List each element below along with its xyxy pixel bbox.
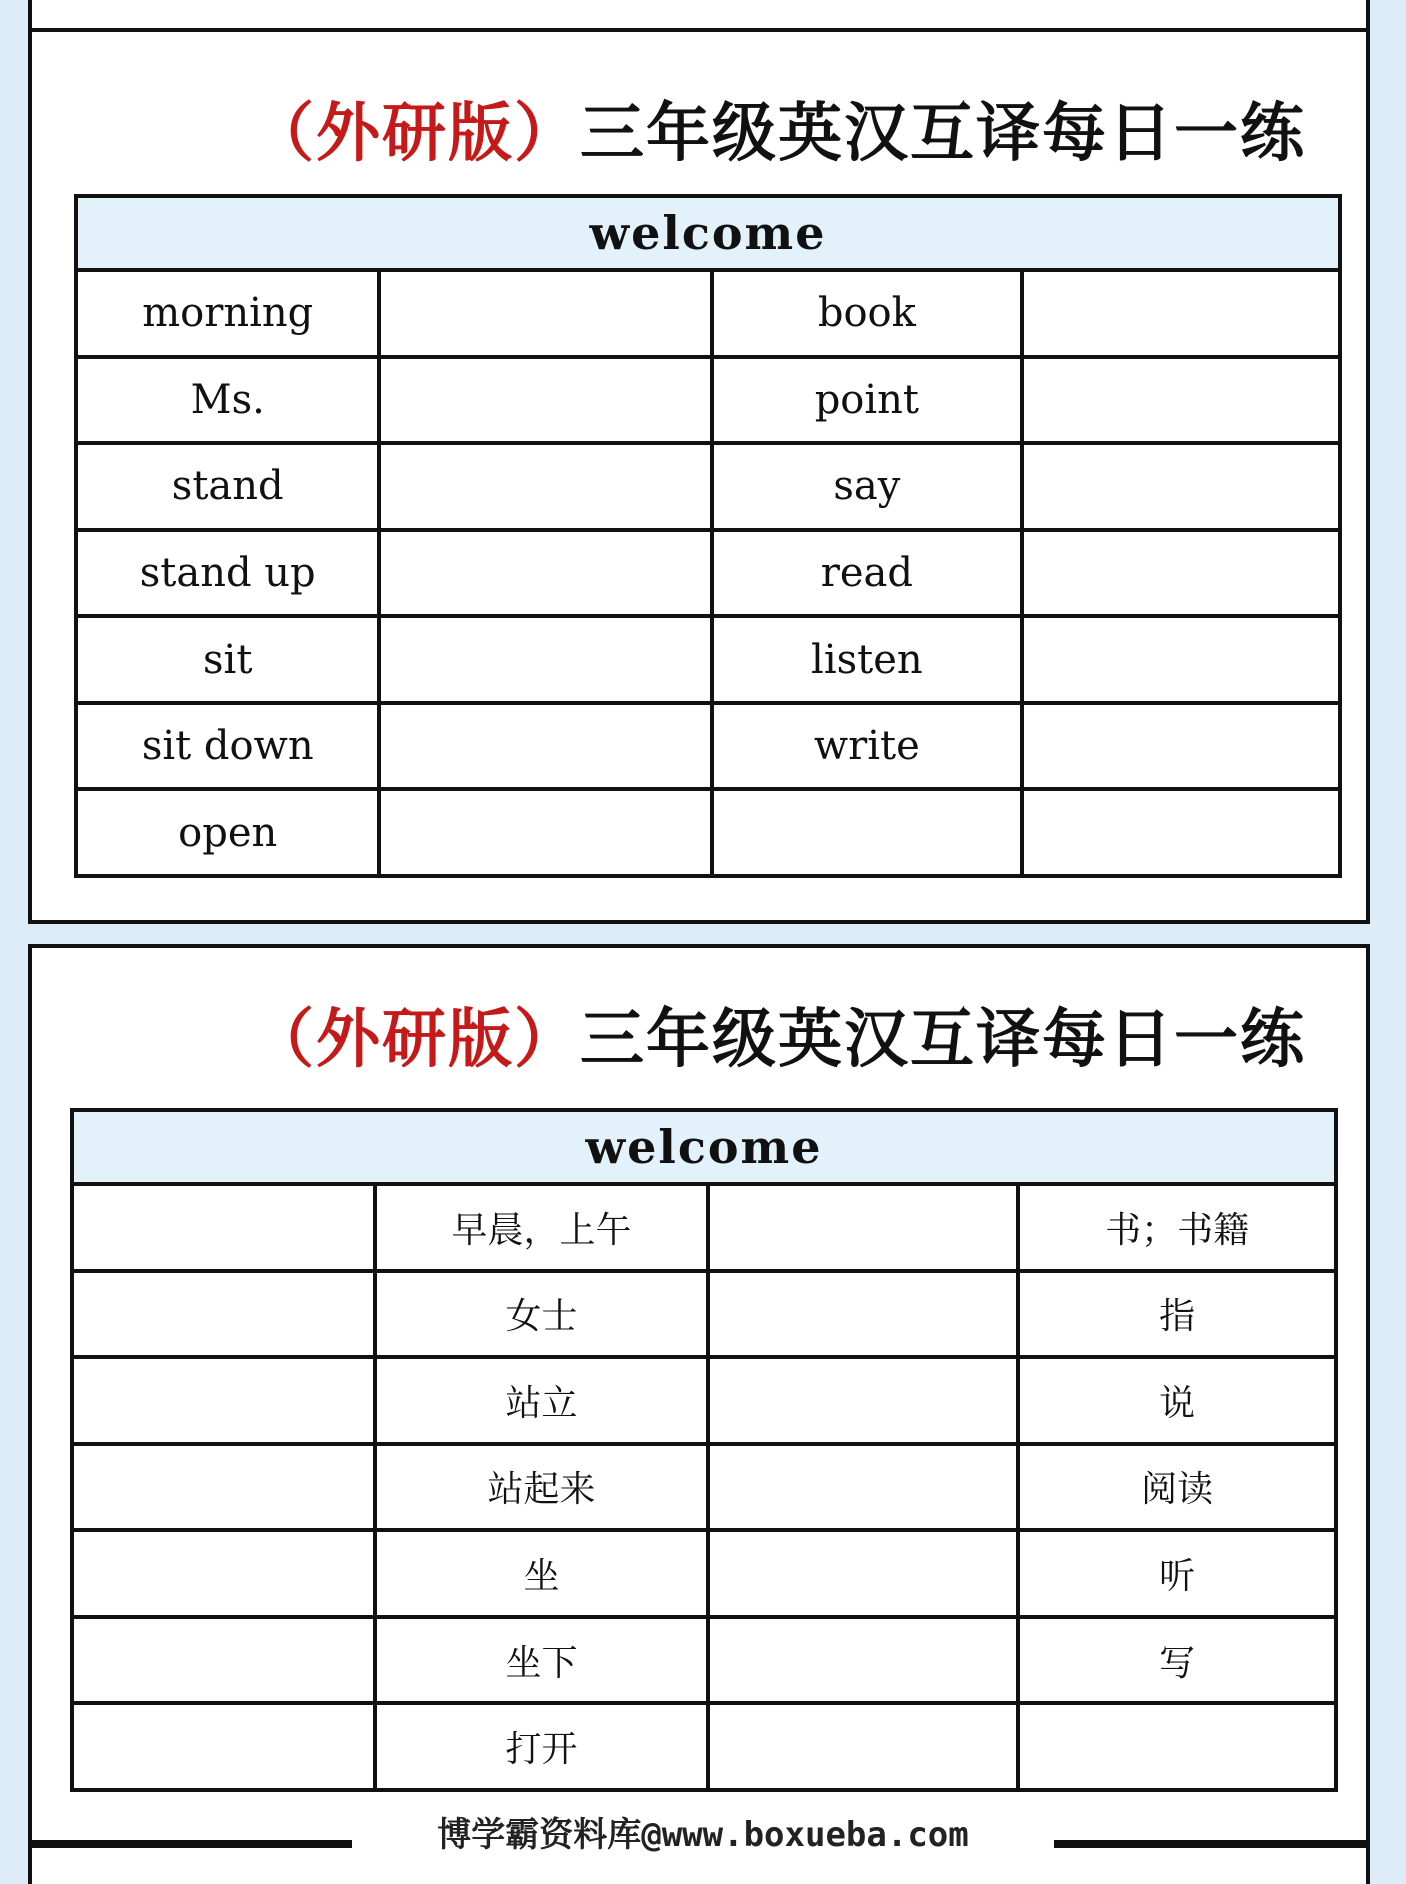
word-cell: sit down (76, 703, 379, 790)
word-cell: stand (76, 443, 379, 530)
answer-cell[interactable] (379, 703, 711, 790)
meaning-cell: 坐下 (375, 1617, 707, 1704)
page-frame-top (28, 0, 1370, 28)
meaning-cell: 站起来 (375, 1444, 707, 1531)
answer-cell[interactable] (72, 1617, 375, 1704)
answer-cell[interactable] (708, 1271, 1019, 1358)
title-edition: （外研版） (250, 97, 580, 171)
answer-cell[interactable] (708, 1530, 1019, 1617)
table-row (76, 443, 1340, 530)
table-row (72, 1703, 1336, 1790)
unit-header: welcome (72, 1110, 1336, 1184)
meaning-cell: 写 (1018, 1617, 1336, 1704)
word-cell: sit (76, 616, 379, 703)
answer-cell[interactable] (72, 1357, 375, 1444)
answer-cell[interactable] (708, 1357, 1019, 1444)
answer-cell[interactable] (379, 789, 711, 876)
meaning-cell: 阅读 (1018, 1444, 1336, 1531)
word-cell: book (712, 270, 1023, 357)
answer-cell[interactable] (1022, 616, 1340, 703)
word-cell: listen (712, 616, 1023, 703)
answer-cell[interactable] (72, 1530, 375, 1617)
answer-cell[interactable] (1022, 530, 1340, 617)
word-cell: stand up (76, 530, 379, 617)
table-row (72, 1530, 1336, 1617)
worksheet-title (250, 82, 1306, 174)
worksheet-title (250, 988, 1306, 1080)
table-row (72, 1444, 1336, 1531)
vocab-table (70, 1108, 1338, 1792)
meaning-cell: 早晨，上午 (375, 1184, 707, 1271)
answer-cell[interactable] (379, 530, 711, 617)
meaning-cell: 站立 (375, 1357, 707, 1444)
table-row (76, 530, 1340, 617)
meaning-cell: 说 (1018, 1357, 1336, 1444)
word-cell: say (712, 443, 1023, 530)
answer-cell[interactable] (379, 357, 711, 444)
word-cell (712, 789, 1023, 876)
meaning-cell: 指 (1018, 1271, 1336, 1358)
table-row (72, 1357, 1336, 1444)
table-row (76, 703, 1340, 790)
meaning-cell: 坐 (375, 1530, 707, 1617)
table-row (72, 1184, 1336, 1271)
table-row (76, 357, 1340, 444)
answer-cell[interactable] (708, 1184, 1019, 1271)
answer-cell[interactable] (1022, 789, 1340, 876)
table-row (76, 270, 1340, 357)
answer-cell[interactable] (72, 1184, 375, 1271)
table-row (72, 1617, 1336, 1704)
worksheet-chinese-to-english (28, 944, 1370, 1844)
word-cell: morning (76, 270, 379, 357)
word-cell: read (712, 530, 1023, 617)
answer-cell[interactable] (379, 616, 711, 703)
answer-cell[interactable] (72, 1703, 375, 1790)
watermark-footer: 博学霸资料库@www.boxueba.com (352, 1800, 1054, 1874)
title-edition: （外研版） (250, 1003, 580, 1077)
worksheet-english-to-chinese (28, 28, 1370, 924)
answer-cell[interactable] (708, 1444, 1019, 1531)
answer-cell[interactable] (708, 1617, 1019, 1704)
word-cell: write (712, 703, 1023, 790)
answer-cell[interactable] (379, 443, 711, 530)
meaning-cell (1018, 1703, 1336, 1790)
meaning-cell: 女士 (375, 1271, 707, 1358)
answer-cell[interactable] (72, 1271, 375, 1358)
meaning-cell: 听 (1018, 1530, 1336, 1617)
answer-cell[interactable] (1022, 703, 1340, 790)
title-text: 三年级英汉互译每日一练 (580, 1003, 1306, 1077)
answer-cell[interactable] (1022, 270, 1340, 357)
answer-cell[interactable] (708, 1703, 1019, 1790)
word-cell: Ms. (76, 357, 379, 444)
meaning-cell: 打开 (375, 1703, 707, 1790)
answer-cell[interactable] (1022, 443, 1340, 530)
answer-cell[interactable] (72, 1444, 375, 1531)
vocab-table (74, 194, 1342, 878)
title-text: 三年级英汉互译每日一练 (580, 97, 1306, 171)
meaning-cell: 书；书籍 (1018, 1184, 1336, 1271)
answer-cell[interactable] (379, 270, 711, 357)
answer-cell[interactable] (1022, 357, 1340, 444)
word-cell: open (76, 789, 379, 876)
table-row (72, 1271, 1336, 1358)
word-cell: point (712, 357, 1023, 444)
table-row (76, 789, 1340, 876)
unit-header: welcome (76, 196, 1340, 270)
table-row (76, 616, 1340, 703)
